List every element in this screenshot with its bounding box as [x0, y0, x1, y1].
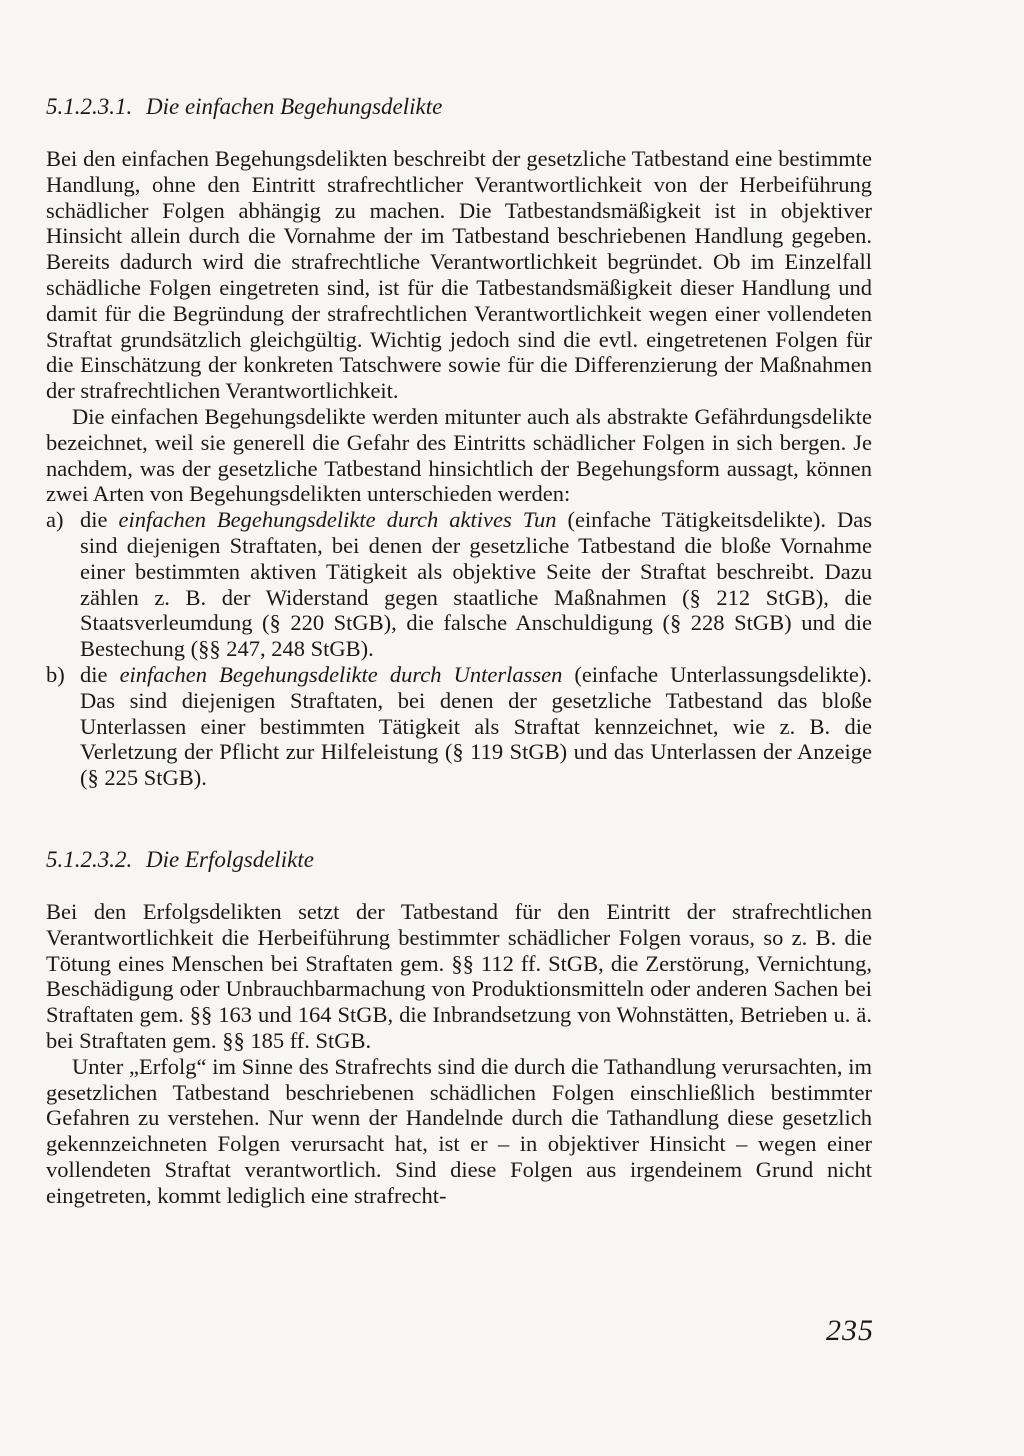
section-number: 5.1.2.3.1.: [46, 94, 133, 119]
page-number: 235: [826, 1314, 874, 1347]
list-item-emphasis: einfachen Begehungsdelikte durch Unterlassen: [119, 661, 563, 687]
section-number: 5.1.2.3.2.: [46, 846, 133, 872]
delict-type-list: [46, 507, 872, 791]
section-title: Die Erfolgsdelikte: [146, 846, 314, 872]
page-content: [46, 92, 872, 1208]
list-item-text: (einfache Unterlassungsdelikte). Das sind diejenigen Straftaten, bei denen der gesetzliche Tatbestand das bloße Unterlassen einer bestimmten Tätigkeit als Straftat kennzeichnet, wie z. B. die Verletzung der Pflicht zur Hilfeleistung (§ 119 StGB) und das Unterlassen der Anzeige (§ 225 StGB).: [80, 661, 872, 791]
paragraph: Unter „Erfolg“ im Sinne des Strafrechts sind die durch die Tathandlung verursachten, im gesetzlichen Tatbestand beschriebenen schädlichen Folgen einschließlich bestimmter Gefahren zu verstehen. Nur wenn der Handelnde durch die Tathandlung diese gesetzlich gekennzeichneten Folgen verursacht hat, ist er – in objektiver Hinsicht – wegen einer vollendeten Straftat verantwortlich. Sind diese Folgen aus irgendeinem Grund nicht eingetreten, kommt lediglich eine strafrecht-: [46, 1053, 872, 1208]
paragraph: Bei den Erfolgsdelikten setzt der Tatbestand für den Eintritt der strafrechtlichen Verantwortlichkeit die Herbeiführung bestimmter schädlicher Folgen voraus, so z. B. die Tötung eines Menschen bei Straftaten gem. §§ 112 ff. StGB, die Zerstörung, Vernichtung, Beschädigung oder Unbrauchbarmachung von Produktionsmitteln oder anderen Sachen bei Straftaten gem. §§ 163 und 164 StGB, die Inbrandsetzung von Wohnstätten, Betrieben u. ä. bei Straftaten gem. §§ 185 ff. StGB.: [46, 898, 872, 1053]
list-item-lead: die: [80, 507, 119, 533]
paragraph: Bei den einfachen Begehungsdelikten beschreibt der gesetzliche Tatbestand eine bestimmte Handlung, ohne den Eintritt strafrechtlicher Verantwortlichkeit von der Herbeiführung schädlicher Folgen abhängig zu machen. Die Tatbestandsmäßigkeit ist in objektiver Hinsicht allein durch die Vornahme der im Tatbestand beschriebenen Handlung gegeben. Bereits dadurch wird die strafrechtliche Verantwortlichkeit begründet. Ob im Einzelfall schädliche Folgen eingetreten sind, ist für die Tatbestandsmäßigkeit dieser Handlung und damit für die Begründung der strafrechtlichen Verantwortlichkeit wegen einer vollendeten Straftat grundsätzlich gleichgültig. Wichtig jedoch sind die evtl. eingetretenen Folgen für die Einschätzung der konkreten Tatschwere sowie für die Differenzierung der Maßnahmen der strafrechtlichen Verantwortlichkeit.: [46, 146, 872, 404]
list-item: [46, 507, 872, 662]
list-item-text: (einfache Tätigkeitsdelikte). Das sind diejenigen Straftaten, bei denen der gesetzliche Tatbestand die bloße Vornahme einer bestimmten aktiven Tätigkeit als objektive Seite der Straftat beschreibt. Dazu zählen z. B. der Widerstand gegen staatliche Maßnahmen (§ 212 StGB), die Staatsverleumdung (§ 220 StGB), die falsche Anschuldigung (§ 228 StGB) und die Bestechung (§§ 247, 248 StGB).: [80, 507, 873, 662]
section-heading-5-1-2-3-2: [46, 845, 872, 875]
list-item-lead: die: [80, 661, 120, 687]
list-item-emphasis: einfachen Begehungsdelikte durch aktives Tun: [118, 507, 557, 533]
section-title: Die einfachen Begehungsdelikte: [146, 94, 443, 119]
list-marker: a): [46, 507, 64, 533]
paragraph: Die einfachen Begehungsdelikte werden mitunter auch als abstrakte Gefährdungsdelikte bezeichnet, weil sie generell die Gefahr des Eintritts schädlicher Folgen in sich bergen. Je nachdem, was der gesetzliche Tatbestand hinsichtlich der Begehungsform aussagt, können zwei Arten von Begehungsdelikten unterschieden werden:: [46, 403, 872, 507]
list-item: [46, 662, 872, 791]
list-marker: b): [46, 661, 65, 687]
section-heading-5-1-2-3-1: [46, 92, 872, 122]
